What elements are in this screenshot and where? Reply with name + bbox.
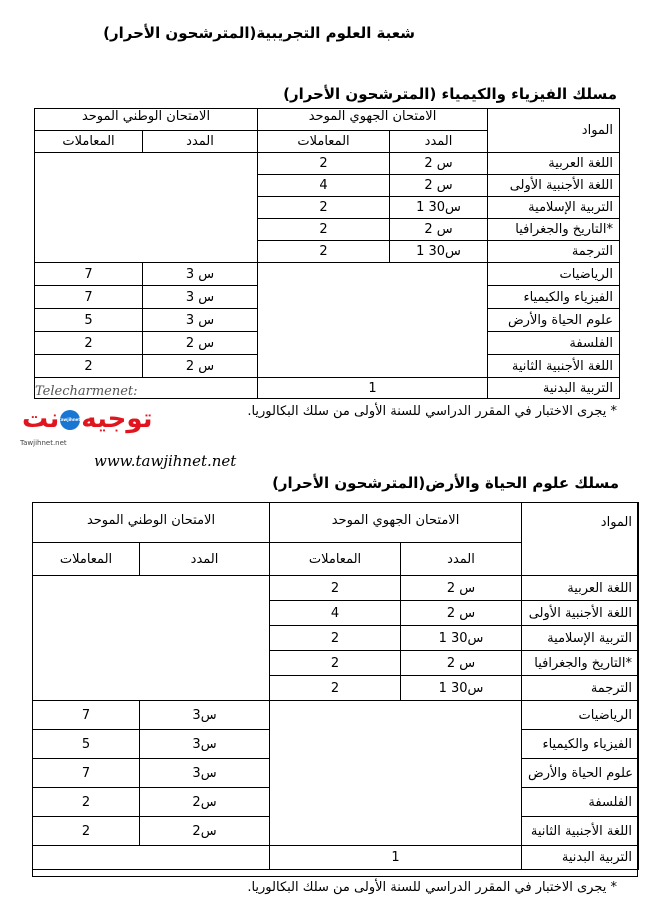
duration-header: المدد [401,543,522,576]
pe-coef: 1 [258,378,488,399]
national-coef: 2 [33,817,140,846]
regional-duration: 2 س [401,651,522,676]
national-coef: 2 [33,788,140,817]
physics-chemistry-table [34,108,620,399]
regional-duration: 1 س30 [390,197,488,219]
national-coef: 7 [35,263,143,286]
pe-coef: 1 [270,846,522,870]
regional-coef: 2 [270,626,401,651]
watermark-brand-part2: نت [22,404,60,434]
coefficients-header: المعاملات [35,131,143,153]
subjects-header: المواد [522,503,639,576]
empty-regional-block [270,701,522,846]
watermark-brand-part1: توجيه [81,404,153,434]
duration-header: المدد [390,131,488,153]
coefficients-header: المعاملات [258,131,390,153]
regional-coef: 2 [258,219,390,241]
regional-duration: 1 س30 [401,626,522,651]
national-coef: 2 [35,332,143,355]
subject-name: الرياضيات [522,701,639,730]
national-coef: 7 [33,759,140,788]
national-coef: 2 [35,355,143,378]
watermark-small-url: Tawjihnet.net [20,439,67,447]
empty-national-block [33,576,270,701]
watermark-brand [22,404,152,434]
national-exam-header: الامتحان الوطني الموحد [33,503,270,543]
regional-coef: 2 [258,241,390,263]
subject-name: الفيزياء والكيمياء [488,286,620,309]
subject-name: الفلسفة [522,788,639,817]
subject-name: الفيزياء والكيمياء [522,730,639,759]
regional-duration: 1 س30 [401,676,522,701]
duration-header: المدد [143,131,258,153]
national-duration: 3س [140,701,270,730]
subject-name: اللغة الأجنبية الأولى [488,175,620,197]
empty-pe-national [33,846,270,870]
national-duration: 3 س [143,286,258,309]
watermark-url: www.tawjihnet.net [94,452,237,470]
regional-coef: 2 [258,153,390,175]
national-exam-header: الامتحان الوطني الموحد [35,109,258,131]
subject-name: التربية البدنية [488,378,620,399]
subjects-header: المواد [488,109,620,153]
regional-coef: 2 [270,676,401,701]
footnote-svt: * يجرى الاختبار في المقرر الدراسي للسنة الأولى من سلك البكالوريا. [247,880,617,895]
national-duration: 3 س [143,263,258,286]
footnote-physics: * يجرى الاختبار في المقرر الدراسي للسنة الأولى من سلك البكالوريا. [247,404,617,419]
regional-duration: 1 س30 [390,241,488,263]
national-duration: 2 س [143,355,258,378]
section-title-svt: مسلك علوم الحياة والأرض(المترشحون الأحرار) [272,474,619,492]
national-coef: 5 [35,309,143,332]
regional-coef: 4 [270,601,401,626]
coefficients-header: المعاملات [270,543,401,576]
regional-coef: 2 [270,576,401,601]
subject-name: الترجمة [488,241,620,263]
subject-name: التربية الإسلامية [488,197,620,219]
regional-coef: 2 [270,651,401,676]
subject-name: التربية البدنية [522,846,639,870]
subject-name: التاريخ والجغرافيا* [488,219,620,241]
subject-name: الترجمة [522,676,639,701]
national-coef: 5 [33,730,140,759]
national-duration: 3 س [143,309,258,332]
empty-regional-block [258,263,488,378]
regional-coef: 4 [258,175,390,197]
subject-name: الرياضيات [488,263,620,286]
section-title-physics: مسلك الفيزياء والكيمياء (المترشحون الأحرار) [283,85,617,103]
regional-duration: 2 س [401,601,522,626]
subject-name: اللغة العربية [522,576,639,601]
subject-name: اللغة الأجنبية الثانية [522,817,639,846]
national-duration: 3س [140,730,270,759]
empty-national-block [35,153,258,263]
subject-name: اللغة العربية [488,153,620,175]
national-duration: 3س [140,759,270,788]
subject-name: الفلسفة [488,332,620,355]
subject-name: اللغة الأجنبية الثانية [488,355,620,378]
national-duration: 2س [140,817,270,846]
national-duration: 2 س [143,332,258,355]
regional-duration: 2 س [390,175,488,197]
regional-exam-header: الامتحان الجهوي الموحد [258,109,488,131]
subject-name: علوم الحياة والأرض [488,309,620,332]
subject-name: التربية الإسلامية [522,626,639,651]
svt-table [32,502,639,870]
national-duration: 2س [140,788,270,817]
regional-coef: 2 [258,197,390,219]
page-title: شعبة العلوم التجريبية(المترشحون الأحرار) [103,24,415,42]
tawjihnet-logo-icon: tawjihnet [60,410,80,430]
national-coef: 7 [33,701,140,730]
regional-duration: 2 س [401,576,522,601]
coefficients-header: المعاملات [33,543,140,576]
national-coef: 7 [35,286,143,309]
subject-name: علوم الحياة والأرض [522,759,639,788]
watermark-telecharge: Telecharmenet: [35,384,138,399]
subject-name: التاريخ والجغرافيا* [522,651,639,676]
regional-duration: 2 س [390,153,488,175]
subject-name: اللغة الأجنبية الأولى [522,601,639,626]
regional-duration: 2 س [390,219,488,241]
duration-header: المدد [140,543,270,576]
regional-exam-header: الامتحان الجهوي الموحد [270,503,522,543]
